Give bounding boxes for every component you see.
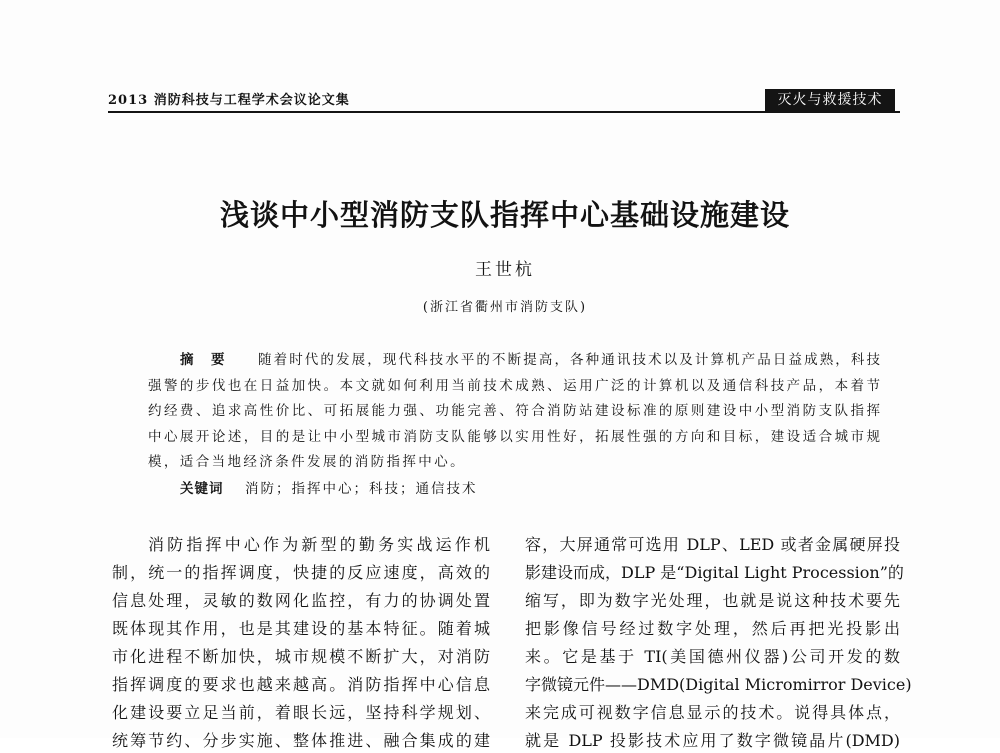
body-line: 指挥调度的要求也越来越高。消防指挥中心信息 <box>112 675 490 694</box>
body-line: 把影像信号经过数字处理，然后再把光投影出 <box>525 619 900 638</box>
body-line: 制，统一的指挥调度，快捷的反应速度，高效的 <box>112 563 490 582</box>
section-label: 灭火与救援技术 <box>765 89 895 112</box>
body-line: 影建设而成，DLP 是“Digital Light Procession”的 <box>525 563 904 582</box>
abstract-line: 强警的步伐也在日益加快。本文就如何利用当前技术成熟、运用广泛的计算机以及通信科技产品，本着节 <box>148 378 880 394</box>
body-line: 统筹节约、分步实施、整体推进、融合集成的建 <box>112 731 490 750</box>
body-line: 既体现其作用，也是其建设的基本特征。随着城 <box>112 619 490 638</box>
author-name: 王世杭 <box>475 260 535 280</box>
body-line: 就是 DLP 投影技术应用了数字微镜晶片(DMD) <box>525 731 900 750</box>
abstract-line: 中心展开论述，目的是让中小型城市消防支队能够以实用性好，拓展性强的方向和目标，建设适合城市规 <box>148 429 880 445</box>
keywords-label: 关键词 <box>180 481 224 497</box>
body-line: 市化进程不断加快，城市规模不断扩大，对消防 <box>112 647 490 666</box>
running-title: 2013 消防科技与工程学术会议论文集 <box>108 93 350 108</box>
abstract-line: 随着时代的发展，现代科技水平的不断提高，各种通讯技术以及计算机产品日益成熟，科技 <box>258 352 880 368</box>
body-line: 消防指挥中心作为新型的勤务实战运作机 <box>148 535 490 554</box>
body-line: 来。它是基于 TI(美国德州仪器)公司开发的数 <box>525 647 900 666</box>
author-affiliation: (浙江省衢州市消防支队) <box>422 300 588 315</box>
body-line: 字微镜元件——DMD(Digital Micromirror Device) <box>525 675 912 694</box>
paper-title: 浅谈中小型消防支队指挥中心基础设施建设 <box>219 198 790 232</box>
header-rule <box>108 111 900 113</box>
abstract-line: 约经费、追求高性价比、可拓展能力强、功能完善、符合消防站建设标准的原则建设中小型消防支队指挥 <box>148 403 880 419</box>
body-line: 化建设要立足当前，着眼长远，坚持科学规划、 <box>112 703 490 722</box>
body-line: 来完成可视数字信息显示的技术。说得具体点， <box>525 703 900 722</box>
keywords-text: 消防；指挥中心；科技；通信技术 <box>245 481 478 497</box>
body-line: 容，大屏通常可选用 DLP、LED 或者金属硬屏投 <box>525 535 900 554</box>
body-line: 信息处理，灵敏的数网化监控，有力的协调处置 <box>112 591 490 610</box>
abstract-label: 摘 要 <box>180 352 227 368</box>
body-line: 缩写，即为数字光处理，也就是说这种技术要先 <box>525 591 900 610</box>
abstract-line: 模，适合当地经济条件发展的消防指挥中心。 <box>148 454 466 470</box>
